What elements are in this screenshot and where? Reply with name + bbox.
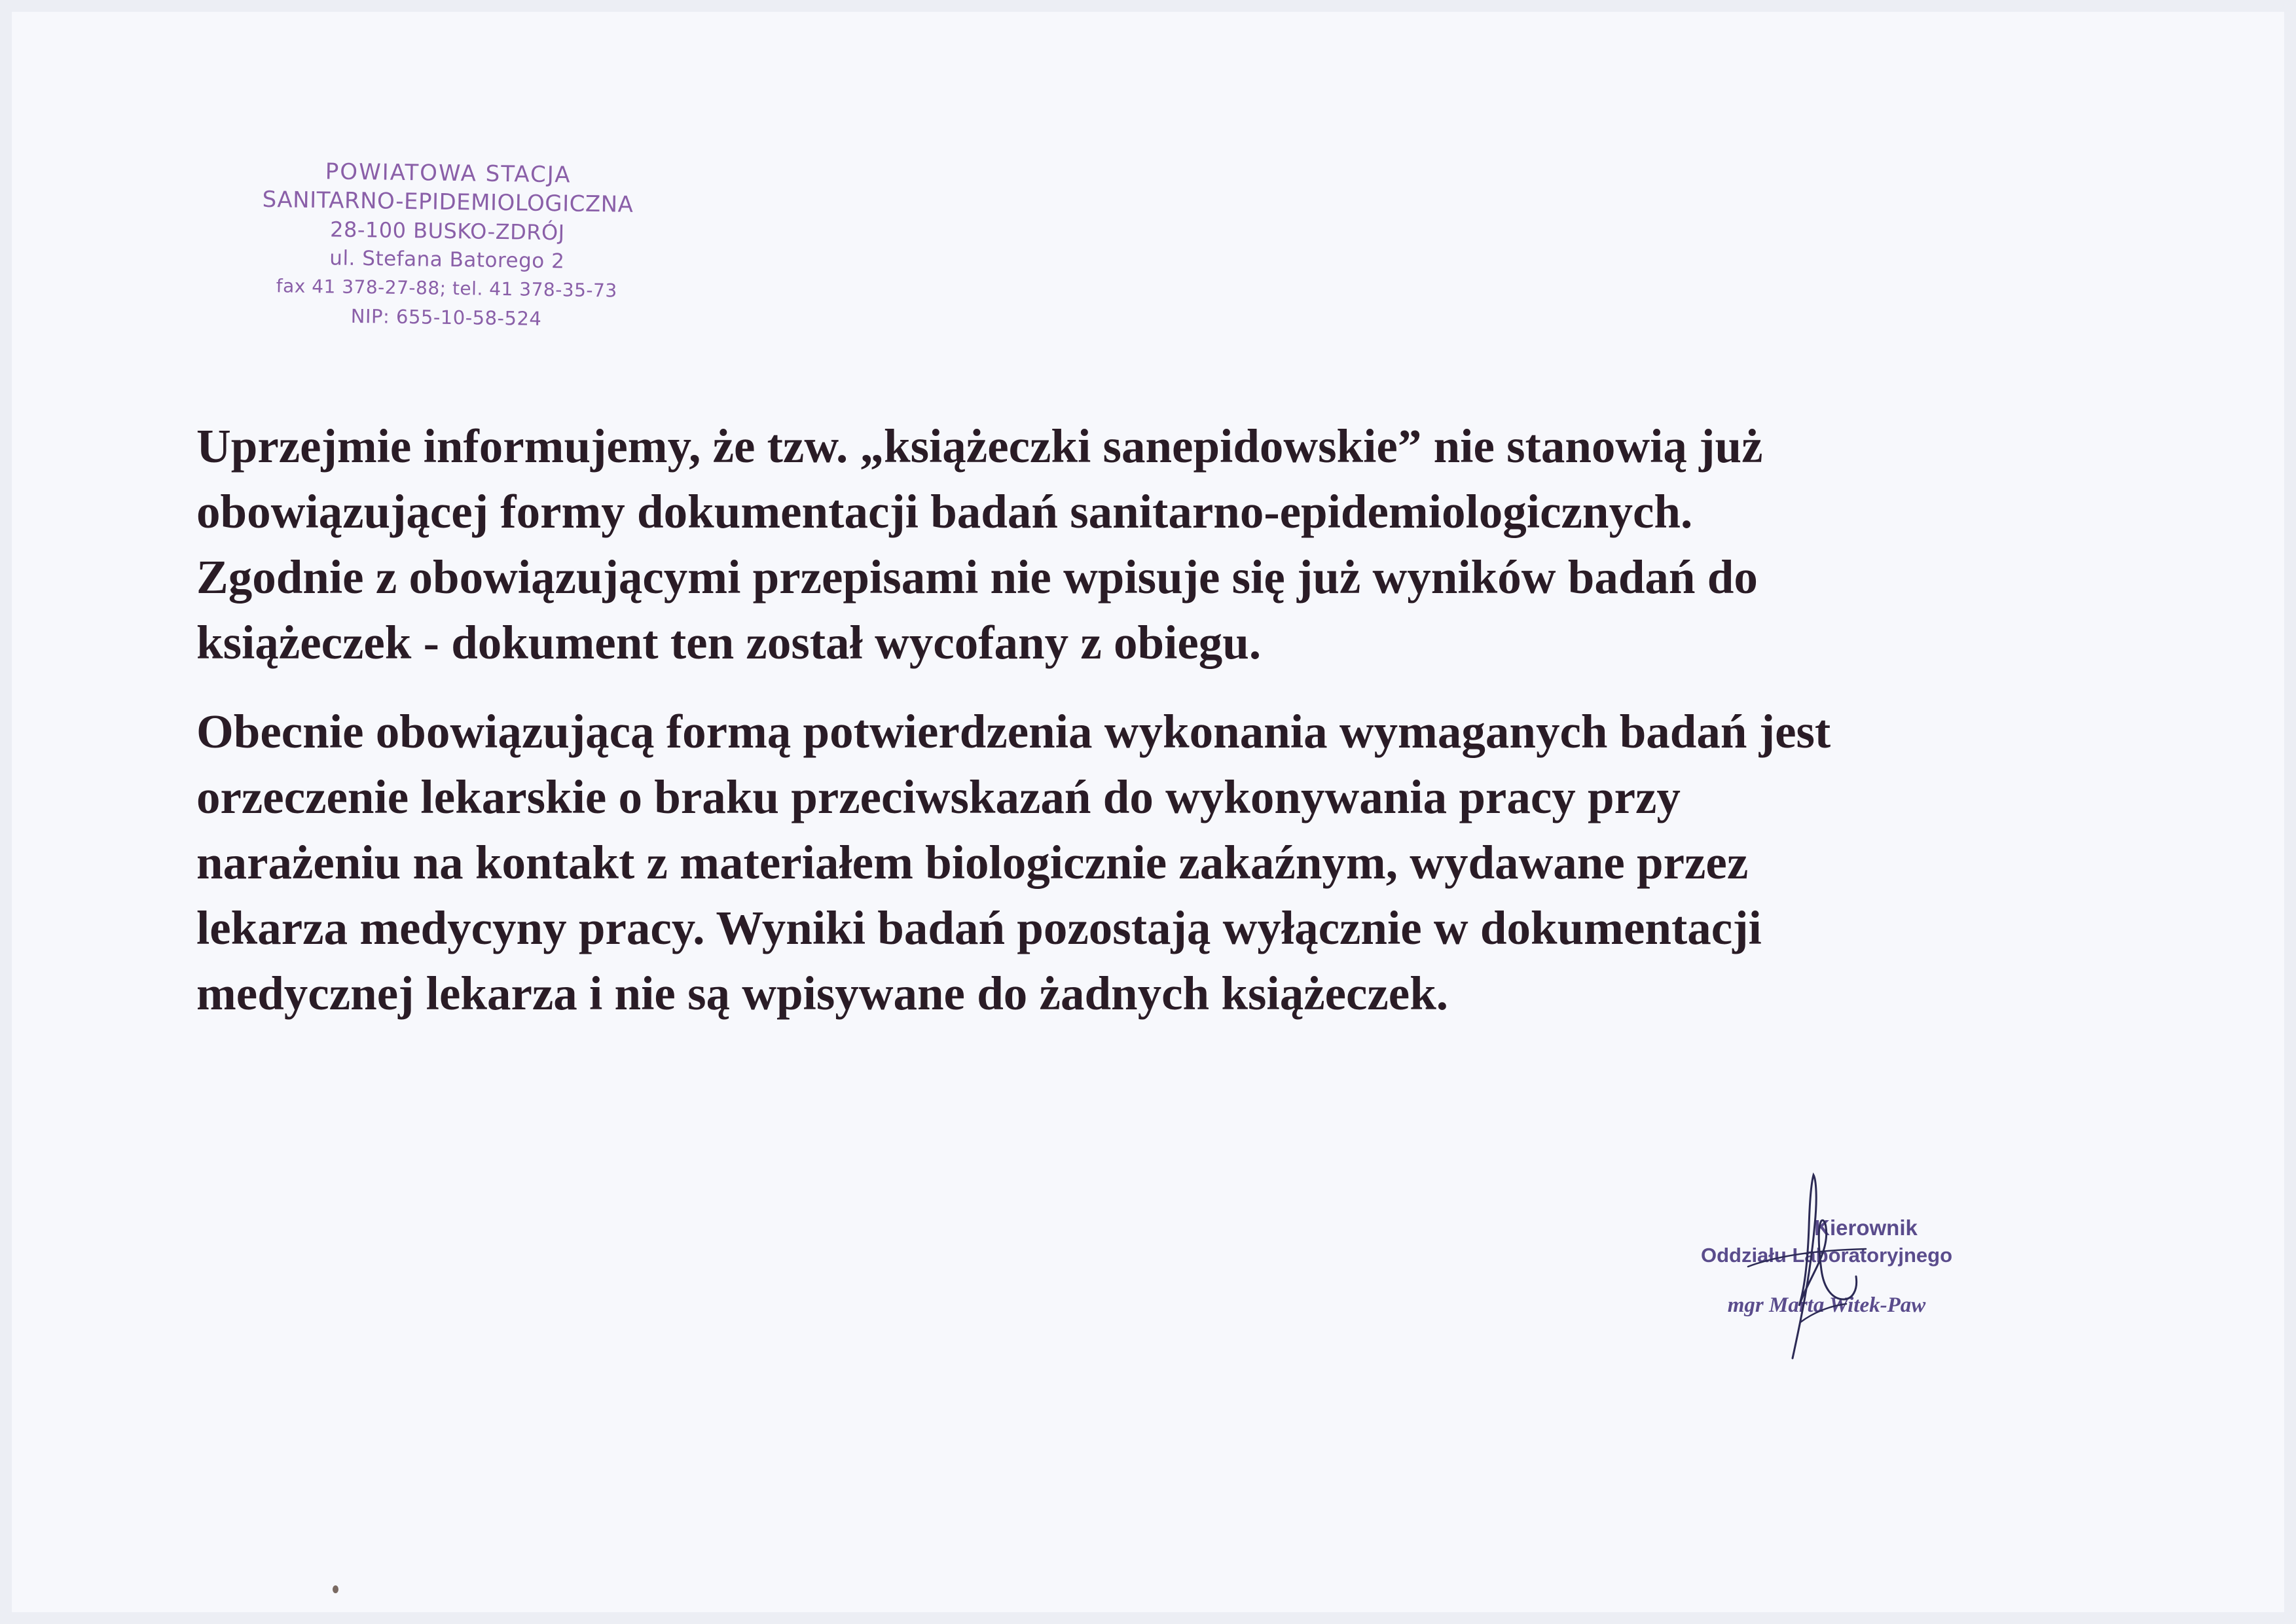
- stamp-line-4: ul. Stefana Batorego 2: [329, 246, 565, 274]
- paragraph-2-line: Obecnie obowiązującą formą potwierdzenia wykonania wymaganych badań jest: [196, 705, 1831, 758]
- institution-stamp: [217, 156, 678, 335]
- paragraph-2-line: orzeczenie lekarskie o braku przeciwskazań do wykonywania pracy przy: [196, 770, 1681, 823]
- paragraph-2-line: lekarza medycyny pracy. Wyniki badań pozostają wyłącznie w dokumentacji: [196, 901, 1762, 954]
- stamp-line-3: 28-100 BUSKO-ZDRÓJ: [329, 217, 565, 245]
- handwritten-signature: [1650, 1165, 1990, 1381]
- paragraph-1-line: Zgodnie z obowiązującymi przepisami nie wpisuje się już wyników badań do: [196, 550, 1758, 604]
- signature-name: mgr Marta Witek-Paw: [1727, 1293, 1926, 1317]
- paragraph-2-line: medycznej lekarza i nie są wpisywane do żadnych książeczek.: [196, 967, 1449, 1020]
- signature-department: Oddziału Laboratoryjnego: [1700, 1244, 1953, 1267]
- stamp-line-5: fax 41 378-27-88; tel. 41 378-35-73: [276, 275, 617, 302]
- paper-speck: [333, 1585, 338, 1593]
- paragraph-1-line: książeczek - dokument ten został wycofany z obiegu.: [196, 616, 1262, 669]
- paragraph-2-line: narażeniu na kontakt z materiałem biologicznie zakaźnym, wydawane przez: [196, 836, 1749, 889]
- signature-title: Kierownik: [1814, 1216, 1918, 1240]
- paragraph-1-line: Uprzejmie informujemy, że tzw. „książeczki sanepidowskie” nie stanowią już: [196, 420, 1763, 473]
- signature-block: [1650, 1165, 1990, 1381]
- paragraph-2: [196, 699, 2160, 1026]
- stamp-line-6: NIP: 655-10-58-524: [350, 304, 542, 330]
- stamp-line-2: SANITARNO-EPIDEMIOLOGICZNA: [262, 186, 634, 218]
- stamp-line-1: POWIATOWA STACJA: [325, 158, 572, 189]
- notice-body: [196, 414, 2160, 1050]
- paragraph-1-line: obowiązującej formy dokumentacji badań sanitarno-epidemiologicznych.: [196, 485, 1693, 538]
- paragraph-1: [196, 414, 2160, 676]
